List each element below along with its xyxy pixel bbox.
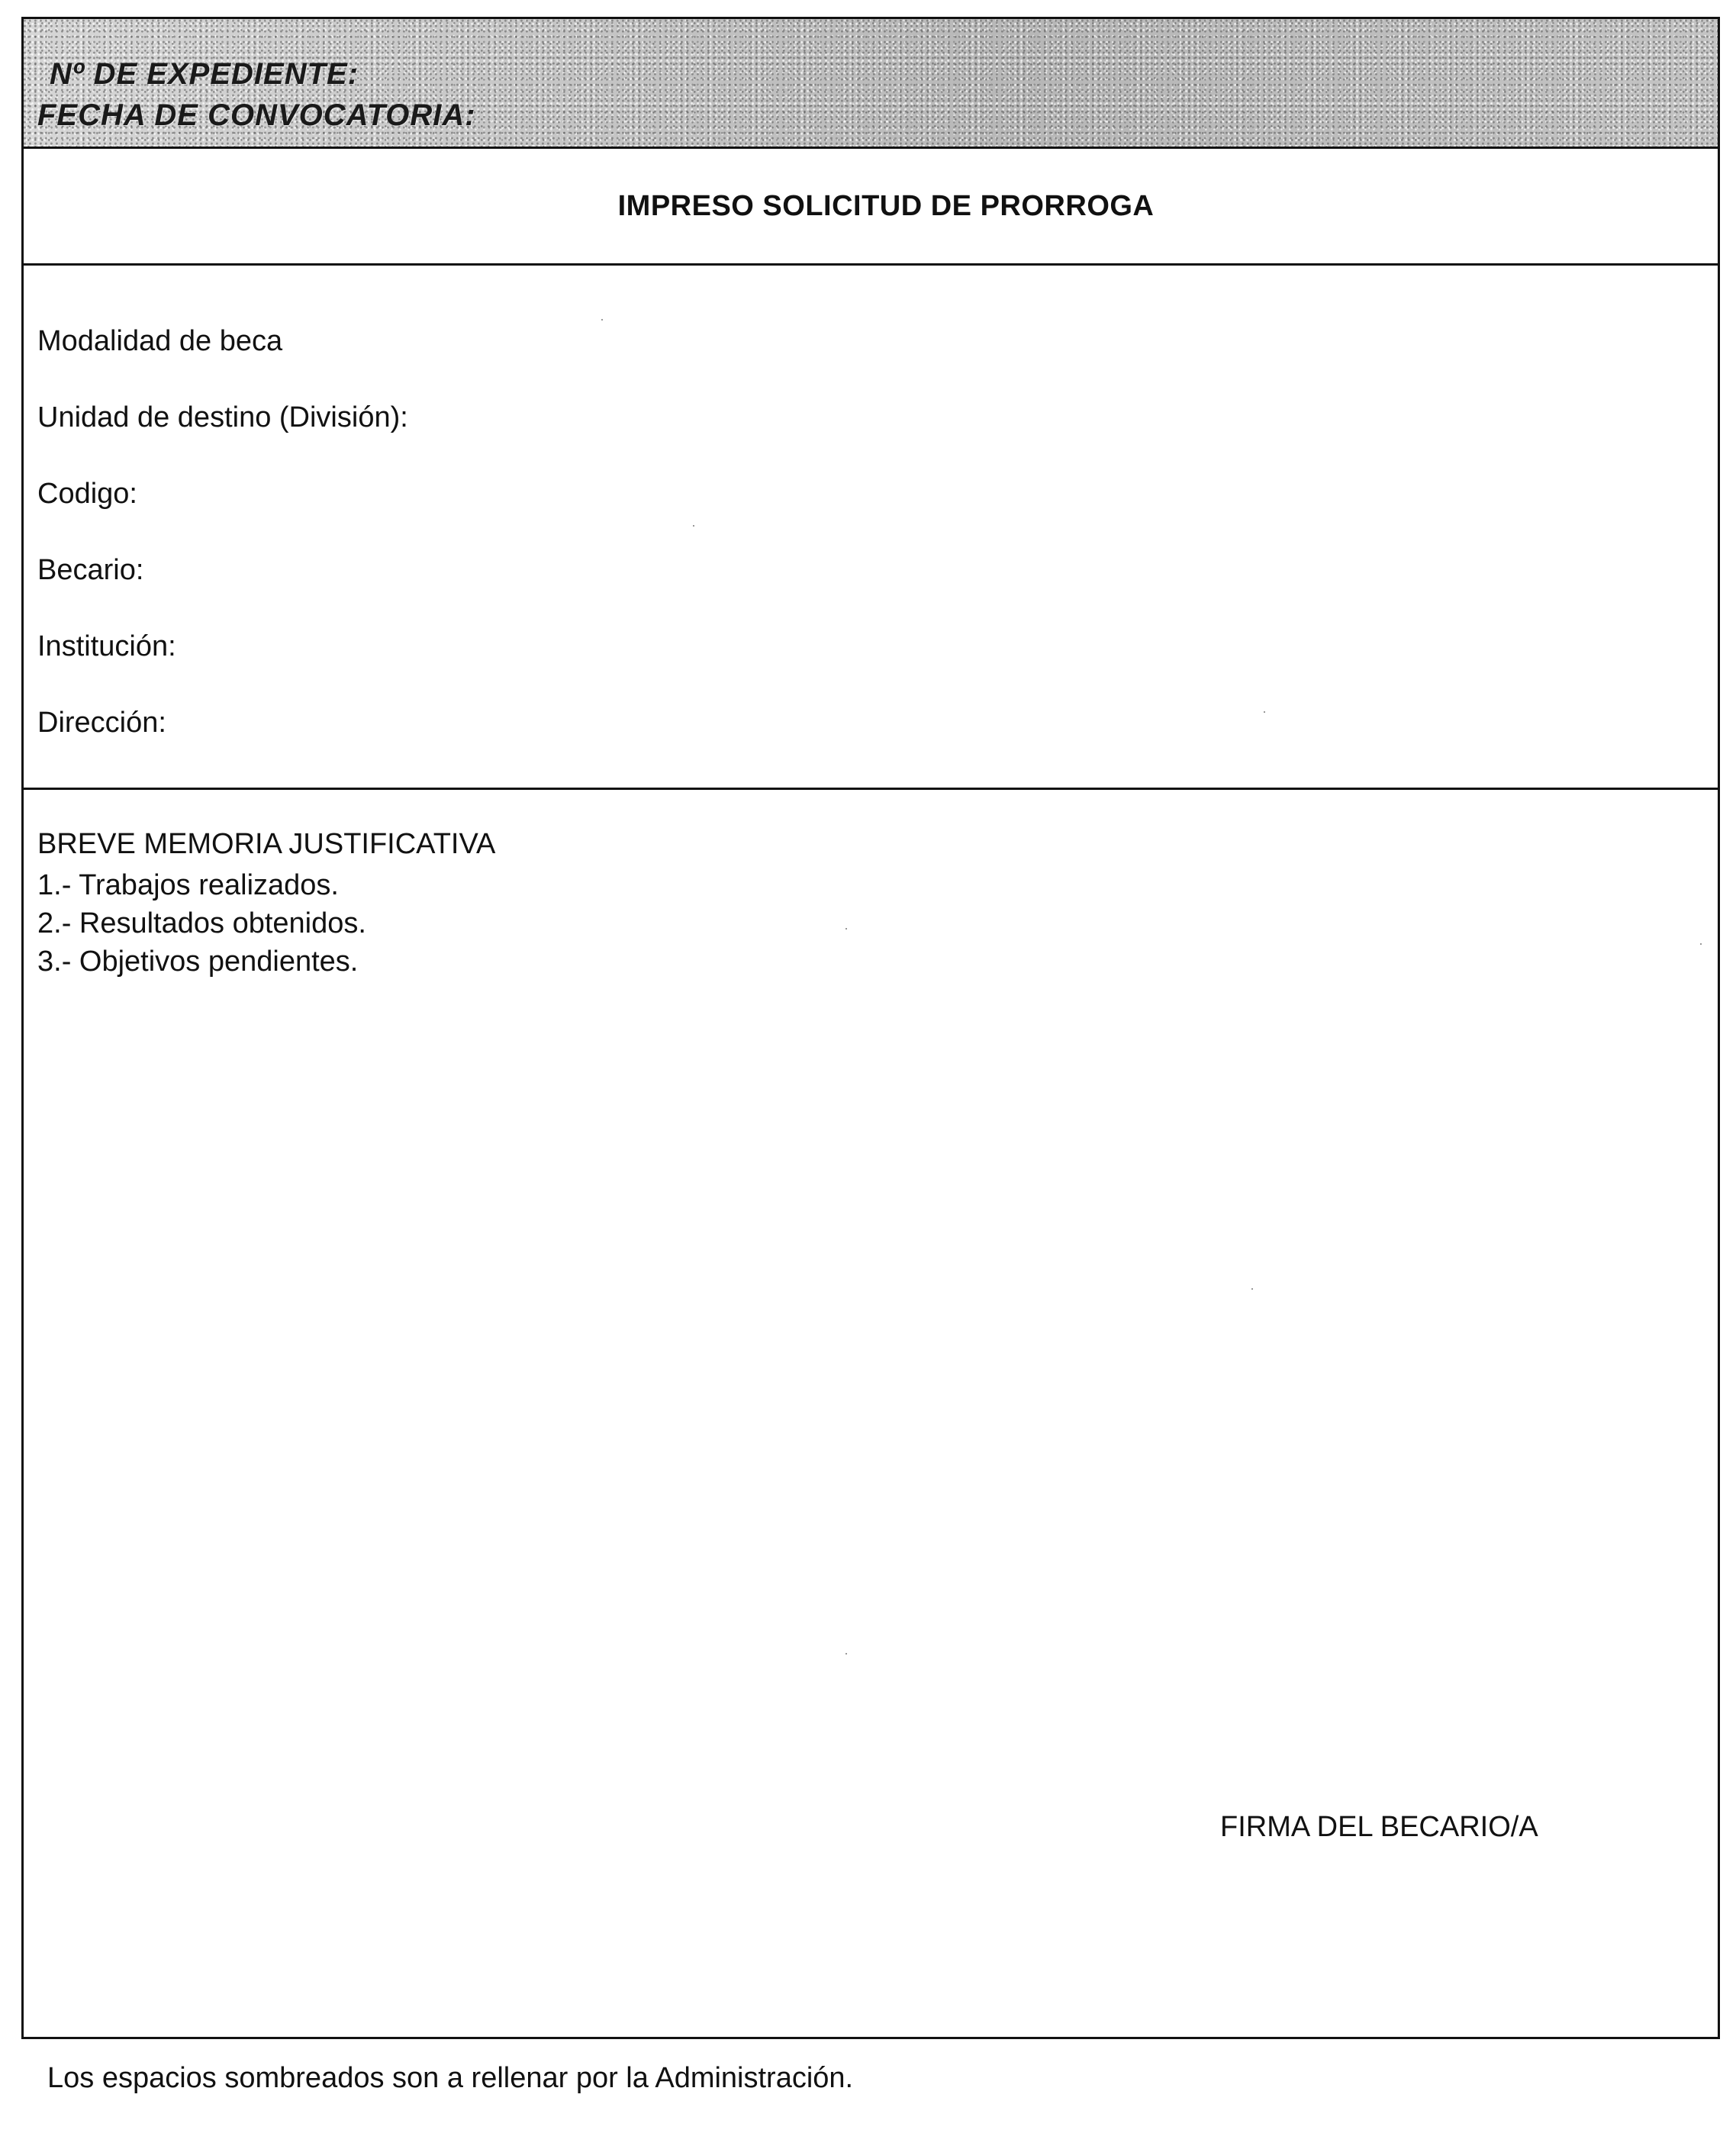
- scan-speck: [845, 1653, 847, 1655]
- memoria-item-objetivos: 3.- Objetivos pendientes.: [37, 946, 359, 978]
- title-section: [24, 149, 1718, 266]
- scan-speck: [845, 928, 847, 930]
- expediente-label: Nº DE EXPEDIENTE:: [50, 57, 359, 91]
- scan-speck: [1251, 1288, 1253, 1290]
- scan-speck: [693, 525, 694, 527]
- scan-speck: [601, 319, 603, 321]
- field-becario: Becario:: [37, 554, 144, 586]
- memoria-heading: BREVE MEMORIA JUSTIFICATIVA: [37, 828, 496, 860]
- scan-speck: [1700, 943, 1702, 945]
- memoria-item-trabajos: 1.- Trabajos realizados.: [37, 869, 339, 901]
- solicitud-form: [21, 17, 1720, 2039]
- signature-label: FIRMA DEL BECARIO/A: [1220, 1811, 1538, 1843]
- applicant-fields-section: [24, 266, 1718, 790]
- scan-speck: [1264, 711, 1265, 713]
- admin-shaded-box: [24, 19, 1718, 149]
- field-codigo: Codigo:: [37, 478, 137, 510]
- memoria-section: [24, 790, 1718, 2037]
- fecha-convocatoria-label: FECHA DE CONVOCATORIA:: [37, 98, 476, 132]
- field-modalidad-beca: Modalidad de beca: [37, 325, 283, 357]
- footnote: Los espacios sombreados son a rellenar por la Administración.: [47, 2062, 854, 2094]
- field-direccion: Dirección:: [37, 707, 166, 739]
- memoria-item-resultados: 2.- Resultados obtenidos.: [37, 907, 366, 939]
- form-title: IMPRESO SOLICITUD DE PRORROGA: [617, 189, 1155, 222]
- field-unidad-destino: Unidad de destino (División):: [37, 401, 408, 433]
- field-institucion: Institución:: [37, 630, 176, 662]
